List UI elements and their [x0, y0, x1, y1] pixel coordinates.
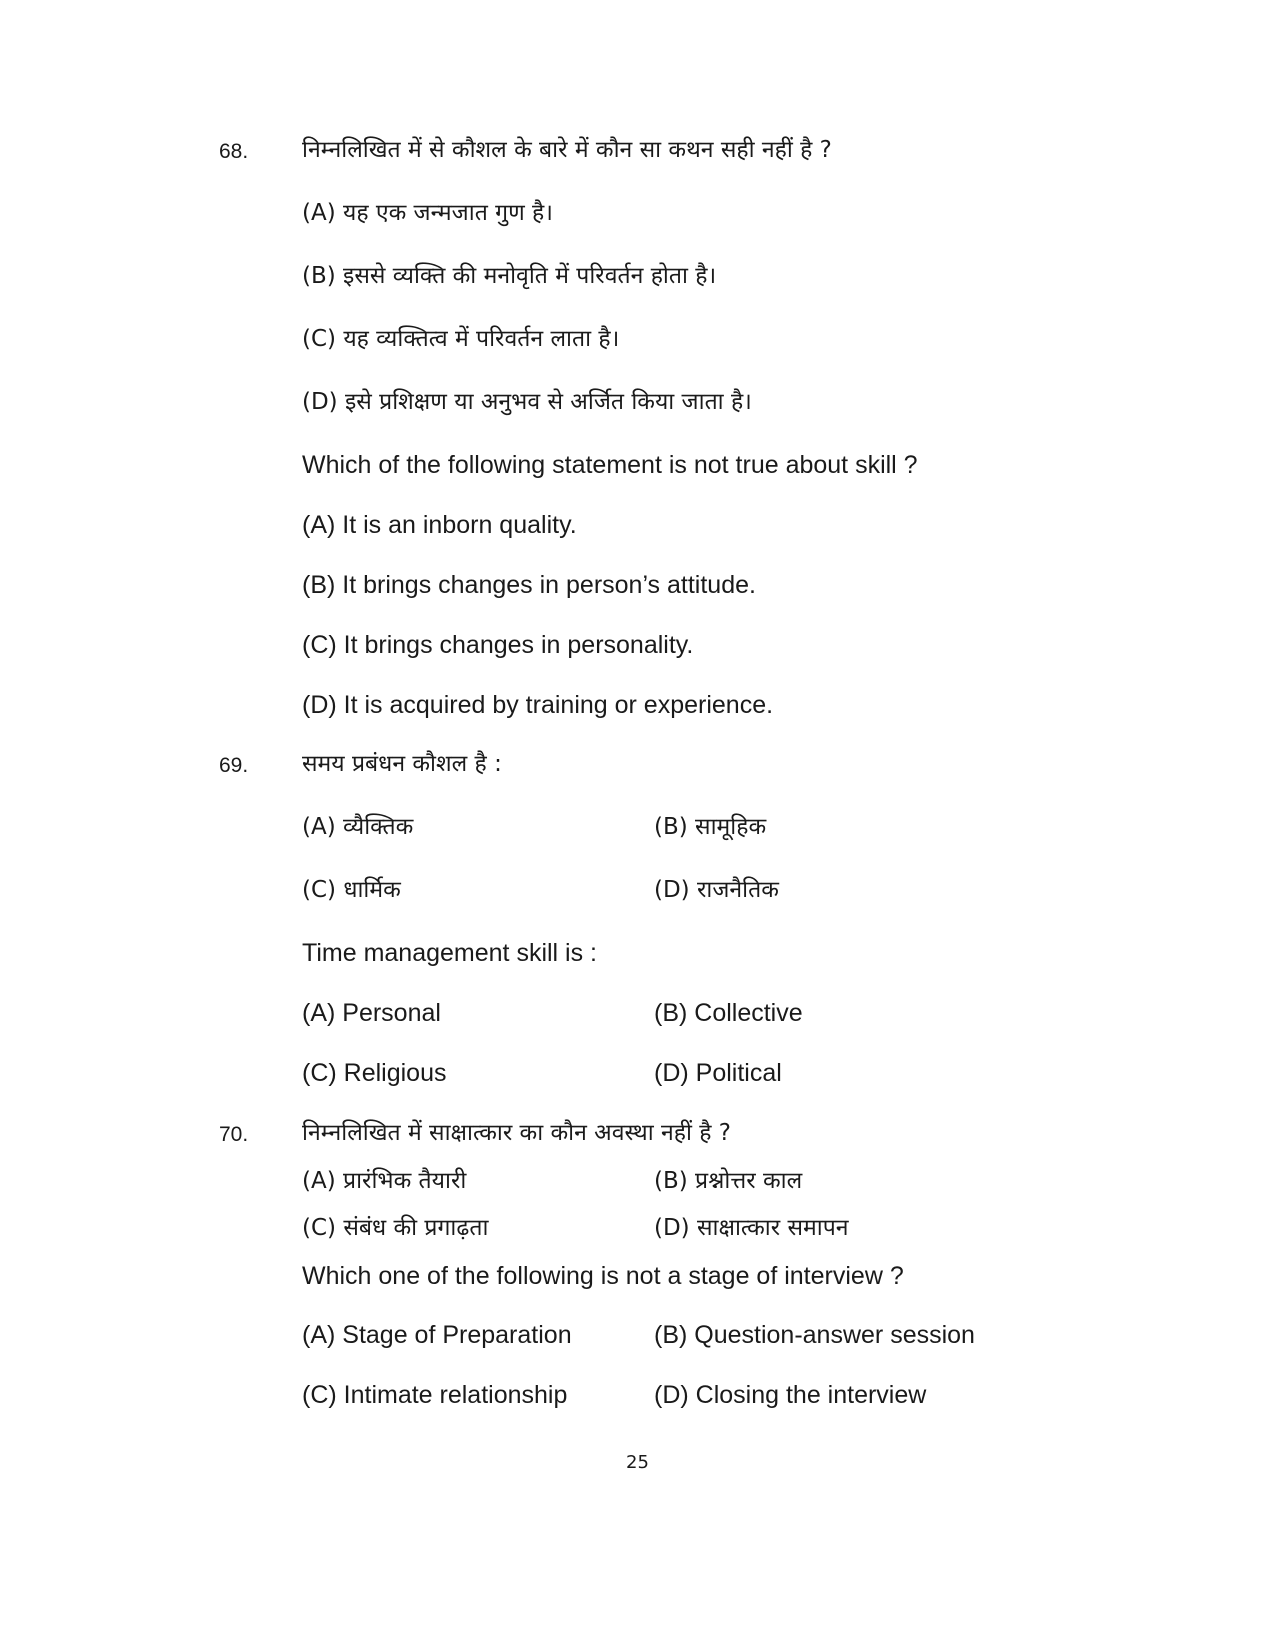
option-68-hindi-c: (C) यह व्यक्तित्व में परिवर्तन लाता है। — [302, 326, 620, 352]
question-69-hindi: समय प्रबंधन कौशल है : — [302, 751, 502, 777]
option-68-english-c: (C) It brings changes in personality. — [302, 631, 694, 659]
option-68-hindi-b: (B) इससे व्यक्ति की मनोवृति में परिवर्तन होता है। — [302, 263, 717, 289]
option-69-english-a: (A) Personal — [302, 999, 441, 1027]
option-68-english-a: (A) It is an inborn quality. — [302, 511, 577, 539]
option-68-english-d: (D) It is acquired by training or experience. — [302, 691, 774, 719]
question-70-english: Which one of the following is not a stage of interview ? — [302, 1262, 904, 1290]
question-68-hindi: निम्नलिखित में से कौशल के बारे में कौन सा कथन सही नहीं है ? — [302, 137, 832, 163]
option-70-english-b: (B) Question-answer session — [654, 1321, 975, 1349]
question-number-69: 69. — [219, 754, 249, 777]
question-68-english: Which of the following statement is not true about skill ? — [302, 451, 918, 479]
option-70-english-a: (A) Stage of Preparation — [302, 1321, 572, 1349]
option-70-english-c: (C) Intimate relationship — [302, 1381, 568, 1409]
option-70-hindi-d: (D) साक्षात्कार समापन — [654, 1215, 849, 1241]
option-69-english-d: (D) Political — [654, 1059, 782, 1087]
option-70-english-d: (D) Closing the interview — [654, 1381, 927, 1409]
question-number-68: 68. — [219, 140, 249, 163]
option-70-hindi-c: (C) संबंध की प्रगाढ़ता — [302, 1215, 489, 1241]
question-70-hindi: निम्नलिखित में साक्षात्कार का कौन अवस्था नहीं है ? — [302, 1120, 731, 1146]
option-69-hindi-c: (C) धार्मिक — [302, 877, 401, 903]
option-69-hindi-a: (A) व्यैक्तिक — [302, 814, 414, 840]
option-69-hindi-d: (D) राजनैतिक — [654, 877, 779, 903]
page-number: 25 — [626, 1452, 649, 1473]
option-70-hindi-a: (A) प्रारंभिक तैयारी — [302, 1168, 467, 1194]
option-69-english-b: (B) Collective — [654, 999, 803, 1027]
option-68-hindi-a: (A) यह एक जन्मजात गुण है। — [302, 200, 553, 226]
option-68-hindi-d: (D) इसे प्रशिक्षण या अनुभव से अर्जित किया जाता है। — [302, 389, 752, 415]
option-69-english-c: (C) Religious — [302, 1059, 447, 1087]
option-69-hindi-b: (B) सामूहिक — [654, 814, 767, 840]
option-70-hindi-b: (B) प्रश्नोत्तर काल — [654, 1168, 803, 1194]
question-69-english: Time management skill is : — [302, 939, 597, 967]
question-number-70: 70. — [219, 1123, 249, 1146]
option-68-english-b: (B) It brings changes in person’s attitude. — [302, 571, 756, 599]
